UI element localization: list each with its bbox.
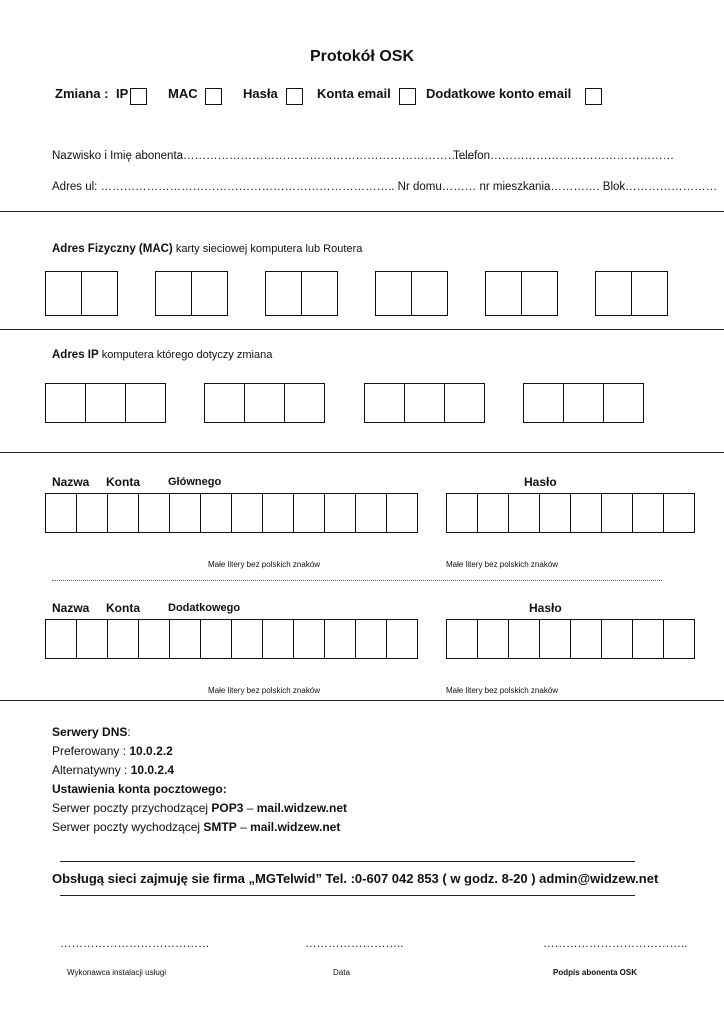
char-box[interactable] [404,383,445,423]
char-box[interactable] [386,619,418,659]
option-ip-label: IP [116,86,129,101]
main-account-name-word: Nazwa [52,475,90,489]
extra-account-account-word: Konta [106,601,140,615]
option-extra-email-label: Dodatkowe konto email [426,86,572,101]
subscriber-phone-field[interactable]: Telefon………………………………………… [453,150,675,162]
main-account-type-word: Głównego [168,476,222,488]
extra-account-type-word: Dodatkowego [168,602,241,614]
zmiana-label: Zmiana : [55,86,109,101]
ip-checkbox[interactable] [130,88,147,105]
char-box[interactable] [324,493,356,533]
char-box[interactable] [521,271,558,316]
password-checkbox[interactable] [286,88,303,105]
char-box[interactable] [477,493,509,533]
char-box[interactable] [125,383,166,423]
char-box[interactable] [355,493,387,533]
char-box[interactable] [81,271,118,316]
char-box[interactable] [293,619,325,659]
ip-octet-1[interactable] [45,383,166,423]
char-box[interactable] [632,619,664,659]
char-box[interactable] [508,493,540,533]
section-divider [0,329,724,330]
char-box[interactable] [169,619,201,659]
char-box[interactable] [523,383,564,423]
option-password-label: Hasła [243,86,278,101]
char-box[interactable] [155,271,192,316]
char-box[interactable] [138,493,170,533]
extra-password-label: Hasło [529,601,562,615]
char-box[interactable] [76,619,108,659]
email-checkbox[interactable] [399,88,416,105]
char-box[interactable] [663,619,695,659]
char-box[interactable] [265,271,302,316]
option-mac-label: MAC [168,86,198,101]
extra-account-password-input[interactable] [446,619,695,659]
char-box[interactable] [411,271,448,316]
main-password-label: Hasło [524,475,557,489]
note-rule-bottom [60,895,635,896]
installer-caption: Wykonawca instalacji usługi [67,968,167,977]
dns-preferred: Preferowany : 10.0.2.2 [52,744,173,758]
char-box[interactable] [204,383,245,423]
char-box[interactable] [631,271,668,316]
char-box[interactable] [570,493,602,533]
char-box[interactable] [601,619,633,659]
char-box[interactable] [244,383,285,423]
dns-alternate: Alternatywny : 10.0.2.4 [52,763,175,777]
char-box[interactable] [200,619,232,659]
char-box[interactable] [603,383,644,423]
ip-octet-3[interactable] [364,383,485,423]
char-box[interactable] [355,619,387,659]
mail-settings-heading: Ustawienia konta pocztowego: [52,782,227,796]
main-password-hint: Małe litery bez polskich znaków [446,560,559,569]
subscriber-signature-caption: Podpis abonenta OSK [553,968,638,977]
dotted-separator [52,580,662,581]
char-box[interactable] [595,271,632,316]
mac-label: Adres Fizyczny (MAC) karty sieciowej komputera lub Routera [52,243,363,255]
date-caption: Data [333,968,350,977]
main-account-name-input[interactable] [45,493,418,533]
mac-octet-4[interactable] [375,271,448,316]
char-box[interactable] [76,493,108,533]
ip-octet-4[interactable] [523,383,644,423]
char-box[interactable] [508,619,540,659]
mac-octet-1[interactable] [45,271,118,316]
mac-octet-6[interactable] [595,271,668,316]
main-account-password-input[interactable] [446,493,695,533]
subscriber-signature-line[interactable]: ……………………………….. [543,938,688,950]
char-box[interactable] [563,383,604,423]
char-box[interactable] [446,493,478,533]
mac-checkbox[interactable] [205,88,222,105]
char-box[interactable] [386,493,418,533]
ip-label: Adres IP komputera którego dotyczy zmiana [52,349,273,361]
char-box[interactable] [375,271,412,316]
char-box[interactable] [138,619,170,659]
mail-incoming-server: Serwer poczty przychodzącej POP3 – mail.widzew.net [52,801,348,815]
section-divider [0,211,724,212]
char-box[interactable] [601,493,633,533]
mac-octet-2[interactable] [155,271,228,316]
char-box[interactable] [45,619,77,659]
char-box[interactable] [632,493,664,533]
char-box[interactable] [324,619,356,659]
char-box[interactable] [539,493,571,533]
subscriber-address-field[interactable]: Adres ul: ………………………………………………………………….. Nr domu……… nr mieszkania…………. Blok…………………… [52,181,718,193]
char-box[interactable] [485,271,522,316]
char-box[interactable] [200,493,232,533]
mac-octet-5[interactable] [485,271,558,316]
char-box[interactable] [85,383,126,423]
char-box[interactable] [169,493,201,533]
service-note: Obsługą sieci zajmuję sie firma „MGTelwid” Tel. :0-607 042 853 ( w godz. 8-20 ) admin@widzew.net [52,871,659,886]
ip-octet-2[interactable] [204,383,325,423]
char-box[interactable] [191,271,228,316]
char-box[interactable] [663,493,695,533]
char-box[interactable] [45,383,86,423]
char-box[interactable] [231,619,263,659]
date-line[interactable]: …………………….. [305,938,404,950]
char-box[interactable] [293,493,325,533]
char-box[interactable] [107,493,139,533]
main-account-account-word: Konta [106,475,140,489]
char-box[interactable] [444,383,485,423]
note-rule-top [60,861,635,862]
extra-account-name-word: Nazwa [52,601,90,615]
char-box[interactable] [107,619,139,659]
section-divider [0,452,724,453]
section-divider [0,700,724,701]
char-box[interactable] [364,383,405,423]
char-box[interactable] [284,383,325,423]
installer-signature-line[interactable]: ………………………………… [60,938,210,950]
main-name-hint: Małe litery bez polskich znaków [208,560,321,569]
char-box[interactable] [262,619,294,659]
char-box[interactable] [477,619,509,659]
mail-outgoing-server: Serwer poczty wychodzącej SMTP – mail.widzew.net [52,820,341,834]
subscriber-name-field[interactable]: Nazwisko i Imię abonenta………………………………………………………………….. [52,150,477,162]
char-box[interactable] [262,493,294,533]
page-title: Protokół OSK [309,48,414,65]
char-box[interactable] [446,619,478,659]
mac-octet-3[interactable] [265,271,338,316]
extra-email-checkbox[interactable] [585,88,602,105]
char-box[interactable] [570,619,602,659]
char-box[interactable] [539,619,571,659]
char-box[interactable] [301,271,338,316]
extra-account-name-input[interactable] [45,619,418,659]
extra-name-hint: Małe litery bez polskich znaków [208,686,321,695]
option-email-label: Konta email [317,86,391,101]
dns-heading: Serwery DNS: [52,725,131,739]
extra-password-hint: Małe litery bez polskich znaków [446,686,559,695]
char-box[interactable] [45,493,77,533]
char-box[interactable] [45,271,82,316]
char-box[interactable] [231,493,263,533]
